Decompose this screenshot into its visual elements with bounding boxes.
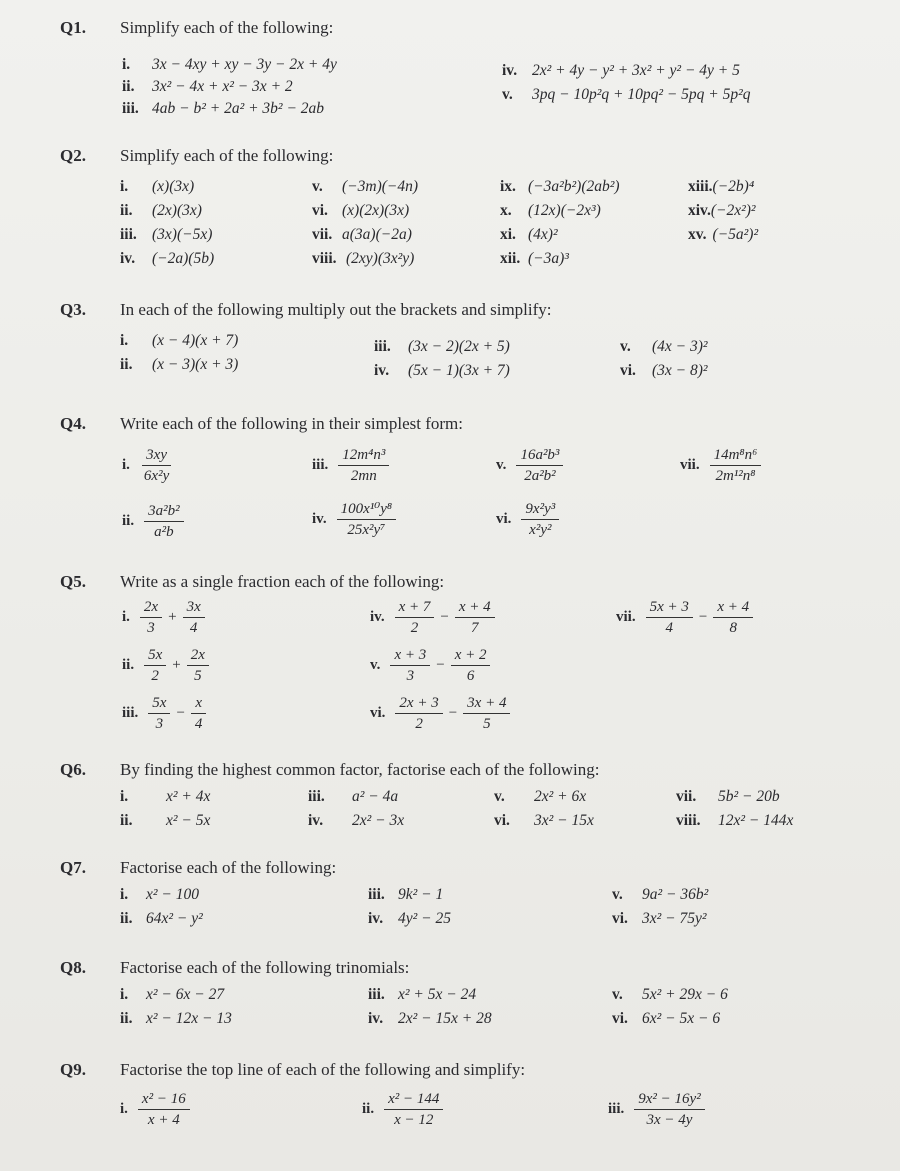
exercise-item: xi. (4x)²	[500, 226, 558, 243]
exercise-item: iii. x² + 5x − 24	[368, 986, 477, 1003]
exercise-item: v. 2x² + 6x	[494, 788, 587, 805]
exercise-item: iv. (5x − 1)(3x + 7)	[374, 362, 510, 379]
question-title: Factorise each of the following:	[120, 858, 337, 877]
exercise-item: ii. 3x² − 4x + x² − 3x + 2	[122, 78, 293, 95]
exercise-item: xii. (−3a)³	[500, 250, 569, 267]
exercise-item: iii. 4ab − b² + 2a² + 3b² − 2ab	[122, 100, 325, 117]
fraction-item: iv. $\frac{\text{100x¹⁰y⁸}}{\text{25x²y⁷}}$	[312, 500, 396, 539]
fraction-sum-item: ii. $\frac{5x}{2}$ + $\frac{2x}{5}$	[122, 646, 209, 685]
fraction-item: iii. $\frac{\text{12m⁴n³}}{2mn}$	[312, 446, 389, 485]
operator: −	[448, 705, 458, 721]
question-title: In each of the following multiply out the brackets and simplify:	[120, 300, 552, 319]
question-title: Simplify each of the following:	[120, 146, 334, 165]
fraction-sum-item: vii. $\frac{5x + 3}{4}$ − $\frac{x + 4}{8}$	[616, 598, 753, 637]
exercise-item: vi. (x)(2x)(3x)	[312, 202, 410, 219]
exercise-item: iv. (−2a)(5b)	[120, 250, 215, 267]
exercise-item: ii. 64x² − y²	[120, 910, 203, 927]
fraction-sum-item: i. $\frac{2x}{3}$ + $\frac{3x}{4}$	[122, 598, 205, 637]
exercise-item: v. (−3m)(−4n)	[312, 178, 419, 195]
exercise-item: vii. a(3a)(−2a)	[312, 226, 412, 243]
exercise-item: i. (x − 4)(x + 7)	[120, 332, 239, 349]
fraction-sum-item: vi. $\frac{2x + 3}{2}$ − $\frac{3x + 4}{5}$	[370, 694, 510, 733]
question-number: Q8.	[60, 958, 86, 977]
exercise-item: vi. 3x² − 75y²	[612, 910, 707, 927]
question-number: Q4.	[60, 414, 86, 433]
exercise-item: ii. (x − 3)(x + 3)	[120, 356, 239, 373]
exercise-item: iv. 2x² + 4y − y² + 3x² + y² − 4y + 5	[502, 62, 740, 79]
operator: −	[440, 609, 449, 625]
exercise-item: ii. x² − 5x	[120, 812, 211, 829]
fraction-item: vii. $\frac{\text{14m⁸n⁶}}{\text{2m¹²n⁸}}$	[680, 446, 761, 485]
exercise-item: v. 9a² − 36b²	[612, 886, 709, 903]
exercise-item: i. x² − 6x − 27	[120, 986, 225, 1003]
fraction-item: ii. $\frac{\text{3a²b²}}{\text{a²b}}$	[122, 502, 184, 541]
question-number: Q1.	[60, 18, 86, 37]
exercise-item: iii. (3x)(−5x)	[120, 226, 213, 243]
exercise-item: i. x² + 4x	[120, 788, 211, 805]
question-number: Q7.	[60, 858, 86, 877]
exercise-item: xv. (−5a²)²	[688, 226, 759, 243]
operator: −	[698, 609, 708, 625]
fraction-item: i. $\frac{3xy}{\text{6x²y}}$	[122, 447, 170, 484]
exercise-item: vii. 5b² − 20b	[676, 788, 780, 805]
fraction-sum-item: iii. $\frac{5x}{3}$ − $\frac{x}{4}$	[122, 694, 206, 733]
question-title: Factorise the top line of each of the following and simplify:	[120, 1060, 526, 1079]
question-title: Write each of the following in their simplest form:	[120, 414, 464, 433]
question-title: Simplify each of the following:	[120, 18, 334, 37]
exercise-item: iv. 2x² − 15x + 28	[368, 1010, 492, 1027]
exercise-item: iii. 9k² − 1	[368, 886, 444, 903]
exercise-item: ix. (−3a²b²)(2ab²)	[500, 178, 620, 195]
exercise-item: iii. (3x − 2)(2x + 5)	[374, 338, 510, 355]
question-number: Q2.	[60, 146, 86, 165]
question-number: Q3.	[60, 300, 86, 319]
question-number: Q5.	[60, 572, 86, 591]
operator: −	[176, 705, 185, 721]
exercise-item: x. (12x)(−2x³)	[500, 202, 601, 219]
exercise-item: v. (4x − 3)²	[620, 338, 708, 355]
fraction-item: i. $\frac{\text{x² − 16}}{x + 4}$	[120, 1090, 190, 1129]
operator: +	[172, 657, 181, 673]
fraction-item: v. $\frac{\text{16a²b³}}{\text{2a²b²}}$	[496, 446, 563, 485]
operator: +	[168, 609, 177, 625]
exercise-item: iii. a² − 4a	[308, 788, 399, 805]
exercise-item: ii. x² − 12x − 13	[120, 1010, 232, 1027]
exercise-item: vi. 3x² − 15x	[494, 812, 594, 829]
exercise-item: ii. (2x)(3x)	[120, 202, 202, 219]
exercise-item: i. (x)(3x)	[120, 178, 195, 195]
exercise-item: vi. 6x² − 5x − 6	[612, 1010, 721, 1027]
exercise-item: i. 3x − 4xy + xy − 3y − 2x + 4y	[122, 56, 337, 73]
question-title: Write as a single fraction each of the following:	[120, 572, 445, 591]
exercise-item: xiv.(−2x²)²	[688, 202, 756, 219]
exercise-item: iv. 2x² − 3x	[308, 812, 405, 829]
exercise-item: i. x² − 100	[120, 886, 199, 903]
exercise-item: v. 5x² + 29x − 6	[612, 986, 728, 1003]
operator: −	[436, 657, 445, 673]
exercise-item: v. 3pq − 10p²q + 10pq² − 5pq + 5p²q	[502, 86, 751, 103]
fraction-item: iii. $\frac{\text{9x² − 16y²}}{3x - 4y}$	[608, 1090, 705, 1129]
exercise-item: viii. 12x² − 144x	[676, 812, 794, 829]
question-title: Factorise each of the following trinomials:	[120, 958, 410, 977]
exercise-item: viii. (2xy)(3x²y)	[312, 250, 415, 267]
question-title: By finding the highest common factor, factorise each of the following:	[120, 760, 600, 779]
exercise-item: xiii.(−2b)⁴	[688, 178, 755, 195]
exercise-item: vi. (3x − 8)²	[620, 362, 708, 379]
question-number: Q9.	[60, 1060, 86, 1079]
fraction-sum-item: v. $\frac{x + 3}{3}$ − $\frac{x + 2}{6}$	[370, 646, 490, 685]
fraction-sum-item: iv. $\frac{x + 7}{2}$ − $\frac{x + 4}{7}$	[370, 598, 495, 637]
question-number: Q6.	[60, 760, 86, 779]
exercise-item: iv. 4y² − 25	[368, 910, 451, 927]
fraction-item: vi. $\frac{\text{9x²y³}}{\text{x²y²}}$	[496, 500, 559, 539]
fraction-item: ii. $\frac{\text{x² − 144}}{x - 12}$	[362, 1090, 443, 1129]
